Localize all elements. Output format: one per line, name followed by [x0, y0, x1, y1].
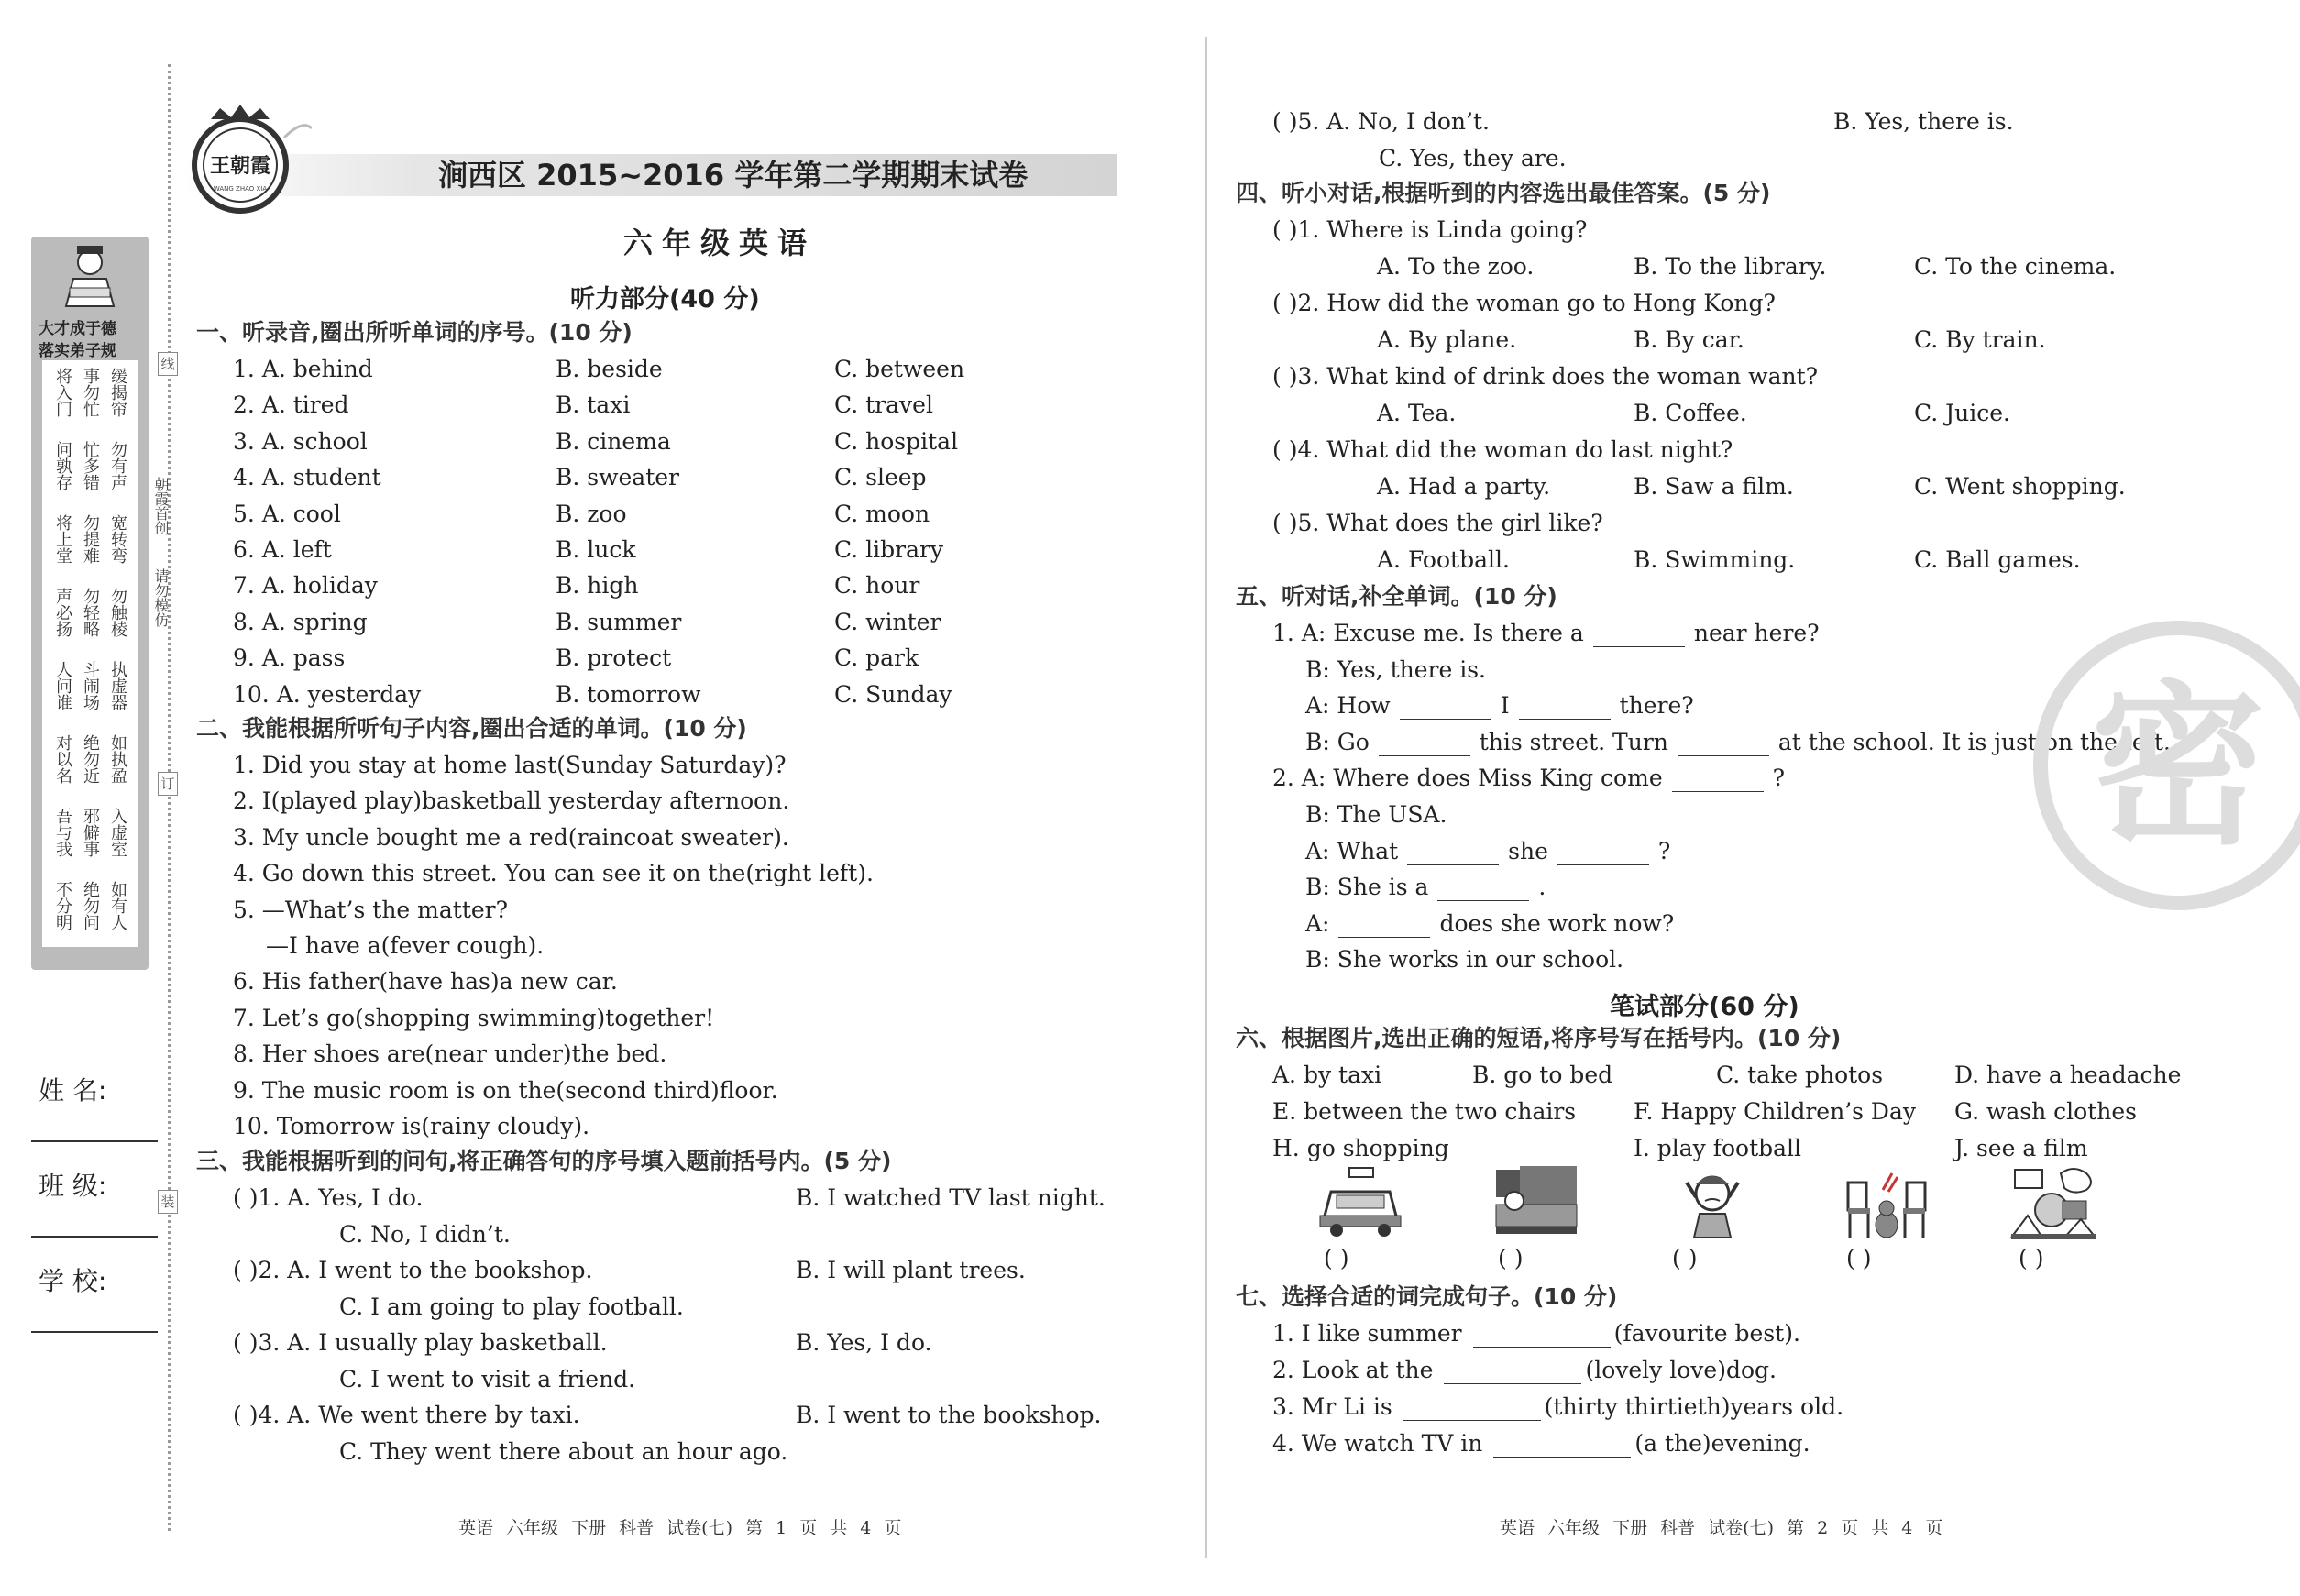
option-c: C. I went to visit a friend. — [339, 1366, 636, 1392]
section-1-title: 一、听录音,圈出所听单词的序号。(10 分) — [196, 319, 633, 346]
answer-row: ( )5. A. No, I don’t. — [1272, 108, 1490, 135]
option-c: C. winter — [834, 608, 941, 635]
binding-mark-staple: 订 — [158, 772, 178, 796]
motto-verse: 邪僻事 — [81, 808, 100, 857]
answer-bracket[interactable]: ( ) — [1498, 1245, 1524, 1271]
binding-note-2: 请勿模仿 — [152, 568, 170, 627]
answer-bracket[interactable]: ( ) — [2019, 1245, 2044, 1271]
binding-mark-line: 线 — [158, 352, 178, 376]
film-picture — [2009, 1164, 2097, 1241]
option-c: C. By train. — [1914, 326, 2046, 353]
sentence-line: —I have a(fever cough). — [266, 932, 545, 959]
answer-bracket[interactable]: ( ) — [1324, 1245, 1349, 1271]
dialogue-text: A: — [1305, 909, 1330, 937]
motto-line-1: 大才成于德 — [39, 320, 116, 338]
motto-verse: 缓揭帘 — [108, 368, 127, 417]
fill-blank[interactable] — [1678, 734, 1769, 756]
answer-row: ( )1. A. Yes, I do. — [233, 1184, 424, 1211]
option-b: B. To the library. — [1634, 253, 1827, 280]
motto-verses — [42, 360, 138, 947]
cat-between-chairs-picture — [1843, 1164, 1931, 1241]
sentence-line: 6. His father(have has)a new car. — [233, 968, 618, 996]
section-4-title: 四、听小对话,根据听到的内容选出最佳答案。(5 分) — [1236, 180, 1771, 206]
footer-page-1: 英语 六年级 下册 科普 试卷(七) 第 1 页 共 4 页 — [458, 1518, 902, 1538]
choice-words: (thirty thirtieth)years old. — [1544, 1393, 1844, 1420]
school-label: 学 校: — [39, 1266, 107, 1296]
option-b: B. beside — [556, 356, 663, 382]
option-b: B. cinema — [556, 427, 671, 455]
option-a: 5. A. cool — [233, 500, 341, 527]
dialogue-text: B: She is a — [1305, 874, 1429, 901]
sentence-line: 2. I(played play)basketball yesterday afternoon. — [233, 787, 790, 815]
option-c: C. Sunday — [834, 680, 952, 708]
phrase-option: D. have a headache — [1954, 1062, 2182, 1088]
option-b: B. Swimming. — [1634, 546, 1796, 573]
option-c: C. between — [834, 356, 965, 382]
option-b: B. I went to the bookshop. — [796, 1402, 1102, 1428]
option-a: 2. A. tired — [233, 391, 349, 419]
dialogue-text: she — [1508, 837, 1548, 864]
dialogue-text: ? — [1657, 837, 1671, 864]
dialogue-line — [1305, 692, 1694, 720]
fill-blank[interactable] — [1473, 1326, 1611, 1348]
fill-blank[interactable] — [1437, 879, 1529, 901]
option-b: B. Saw a film. — [1634, 473, 1794, 500]
phrase-option: E. between the two chairs — [1272, 1098, 1577, 1125]
dialogue-text: this street. Turn — [1479, 728, 1668, 755]
choice-words: (favourite best). — [1613, 1320, 1800, 1347]
bed-picture — [1492, 1164, 1580, 1241]
option-b: B. By car. — [1634, 326, 1744, 353]
name-field[interactable] — [31, 1140, 158, 1142]
question-row: ( )3. What kind of drink does the woman want? — [1272, 363, 1819, 390]
taxi-picture — [1316, 1164, 1404, 1241]
sentence-line — [1272, 1393, 1843, 1421]
motto-verse: 将上堂 — [53, 514, 72, 564]
phrase-option: B. go to bed — [1472, 1062, 1613, 1088]
option-a: 6. A. left — [233, 536, 332, 563]
sentence-line: 3. My uncle bought me a red(raincoat sweater). — [233, 823, 789, 851]
motto-verse: 如执盈 — [108, 734, 127, 784]
option-c: C. hospital — [834, 427, 959, 455]
dialogue-line — [1305, 838, 1670, 865]
motto-verse: 问孰存 — [53, 441, 72, 490]
phrase-option: G. wash clothes — [1954, 1098, 2137, 1125]
option-c: C. I am going to play football. — [339, 1293, 684, 1320]
dialogue-line — [1305, 874, 1546, 901]
option-b: B. taxi — [556, 391, 631, 419]
option-c: C. hour — [834, 572, 920, 600]
answer-bracket[interactable]: ( ) — [1672, 1245, 1698, 1271]
option-b: B. tomorrow — [556, 680, 701, 708]
binding-note-1: 朝霞首创 — [152, 477, 170, 535]
phrase-option: A. by taxi — [1272, 1062, 1382, 1088]
logo-text: 王朝霞 — [209, 154, 271, 178]
fill-blank[interactable] — [1519, 698, 1611, 720]
motto-verse: 斗闹场 — [81, 661, 100, 710]
option-c: C. park — [834, 644, 919, 672]
answer-row: ( )4. A. We went there by taxi. — [233, 1402, 580, 1428]
option-c: C. Ball games. — [1914, 546, 2081, 573]
option-b: B. summer — [556, 608, 682, 635]
motto-verse: 勿提难 — [81, 514, 100, 564]
writing-heading: 笔试部分(60 分) — [1610, 993, 1799, 1021]
motto-verse: 事勿忙 — [81, 368, 100, 417]
option-a: 10. A. yesterday — [233, 680, 422, 708]
option-b: B. I will plant trees. — [796, 1257, 1026, 1283]
dialogue-text: B: She works in our school. — [1305, 946, 1624, 974]
sentence-text: 4. We watch TV in — [1272, 1430, 1483, 1457]
sentence-line: 1. Did you stay at home last(Sunday Saturday)? — [233, 752, 787, 778]
motto-verse: 入虚室 — [108, 808, 127, 857]
dialogue-text: B: Go — [1305, 728, 1370, 755]
option-c: C. They went there about an hour ago. — [339, 1438, 788, 1465]
sentence-line: 8. Her shoes are(near under)the bed. — [233, 1040, 667, 1068]
motto-verse: 宽转弯 — [108, 514, 127, 564]
school-field[interactable] — [31, 1331, 158, 1333]
answer-row: ( )2. A. I went to the bookshop. — [233, 1257, 593, 1283]
fill-blank[interactable] — [1672, 770, 1764, 792]
choice-words: (a the)evening. — [1634, 1430, 1810, 1457]
class-label: 班 级: — [39, 1171, 107, 1201]
binding-mark-bind: 装 — [158, 1190, 178, 1214]
motto-verse: 勿有声 — [108, 441, 127, 490]
sentence-line: 10. Tomorrow is(rainy cloudy). — [233, 1113, 590, 1139]
option-c: C. No, I didn’t. — [339, 1221, 511, 1248]
dialogue-text: I — [1500, 692, 1510, 720]
question-row: ( )4. What did the woman do last night? — [1272, 436, 1733, 463]
phrase-option: J. see a film — [1954, 1135, 2088, 1161]
fill-blank[interactable] — [1379, 734, 1470, 756]
headache-picture — [1668, 1164, 1756, 1241]
answer-bracket[interactable]: ( ) — [1846, 1245, 1872, 1271]
section-7-title: 七、选择合适的词完成句子。(10 分) — [1236, 1283, 1618, 1310]
option-b: B. zoo — [556, 500, 627, 527]
phrase-option: I. play football — [1634, 1135, 1802, 1161]
option-a: A. Football. — [1377, 546, 1510, 573]
scholar-icon — [57, 242, 123, 308]
subject-title: 六年级英语 — [623, 226, 817, 260]
answer-row: ( )3. A. I usually play basketball. — [233, 1329, 608, 1356]
motto-verse: 如有人 — [108, 881, 127, 930]
option-c: C. To the cinema. — [1914, 253, 2117, 280]
sentence-text: 1. I like summer — [1272, 1320, 1462, 1347]
option-b: B. protect — [556, 644, 672, 672]
motto-verse: 对以名 — [53, 734, 72, 784]
sentence-line — [1272, 1357, 1777, 1384]
section-2-title: 二、我能根据所听句子内容,圈出合适的单词。(10 分) — [196, 715, 747, 742]
dialogue-text: 1. A: Excuse me. Is there a — [1272, 620, 1584, 646]
option-c: C. Yes, they are. — [1379, 145, 1567, 171]
confidential-watermark — [2022, 616, 2300, 915]
sentence-line: 9. The music room is on the(second third)floor. — [233, 1076, 778, 1104]
option-a: A. Had a party. — [1377, 473, 1551, 500]
option-a: 9. A. pass — [233, 644, 346, 672]
motto-verse: 将入门 — [53, 368, 72, 417]
option-b: B. sweater — [556, 464, 679, 491]
question-row: ( )5. What does the girl like? — [1272, 510, 1603, 536]
dialogue-line — [1305, 801, 1447, 829]
fill-blank[interactable] — [1407, 843, 1499, 865]
dialogue-text: A: How — [1305, 692, 1391, 720]
dialogue-text: B: Yes, there is. — [1305, 655, 1486, 683]
fill-blank[interactable] — [1593, 625, 1685, 647]
dialogue-line — [1305, 910, 1674, 938]
page-divider — [1205, 37, 1207, 1558]
phrase-option: C. take photos — [1716, 1062, 1884, 1088]
motto-verse: 人问谁 — [53, 661, 72, 710]
dialogue-text: . — [1538, 874, 1546, 901]
dialogue-line — [1305, 656, 1486, 684]
footer-page-2: 英语 六年级 下册 科普 试卷(七) 第 2 页 共 4 页 — [1500, 1518, 1943, 1538]
fill-blank[interactable] — [1493, 1436, 1631, 1458]
option-c: C. library — [834, 536, 944, 563]
brand-logo — [183, 101, 312, 220]
option-b: B. luck — [556, 536, 636, 563]
choice-words: (lovely love)dog. — [1585, 1357, 1777, 1383]
section-3-title: 三、我能根据听到的问句,将正确答句的序号填入题前括号内。(5 分) — [196, 1148, 892, 1174]
fill-blank[interactable] — [1400, 698, 1491, 720]
motto-verse: 执虚器 — [108, 661, 127, 710]
class-field[interactable] — [31, 1236, 158, 1238]
dialogue-line — [1272, 765, 1785, 792]
dialogue-line — [1305, 946, 1623, 974]
fill-blank[interactable] — [1403, 1399, 1541, 1421]
motto-verse: 勿触棱 — [108, 588, 127, 637]
motto-line-2: 落实弟子规 — [39, 342, 116, 360]
option-a: 3. A. school — [233, 427, 368, 455]
sentence-line — [1272, 1430, 1810, 1458]
sentence-line: 4. Go down this street. You can see it on the(right left). — [233, 860, 874, 887]
dialogue-text: at the school. It is just on the left. — [1777, 728, 2171, 755]
dialogue-text: 2. A: Where does Miss King come — [1272, 765, 1663, 792]
sentence-line: 7. Let’s go(shopping swimming)together! — [233, 1004, 715, 1031]
option-b: B. Yes, I do. — [796, 1329, 932, 1356]
motto-verse: 勿轻略 — [81, 588, 100, 637]
dialogue-line — [1272, 620, 1820, 647]
option-c: C. Juice. — [1914, 400, 2010, 426]
option-b: B. high — [556, 572, 639, 600]
motto-verse: 声必扬 — [53, 588, 72, 637]
fill-blank[interactable] — [1557, 843, 1649, 865]
option-a: 7. A. holiday — [233, 572, 378, 600]
dialogue-text: does she work now? — [1439, 909, 1675, 937]
name-label: 姓 名: — [39, 1075, 107, 1106]
sentence-line — [1272, 1320, 1800, 1348]
motto-verse: 忙多错 — [81, 441, 100, 490]
sentence-line: 5. —What’s the matter? — [233, 896, 509, 923]
question-row: ( )1. Where is Linda going? — [1272, 216, 1588, 243]
exam-title: 涧西区 2015~2016 学年第二学期期末试卷 — [438, 158, 1029, 193]
option-a: 8. A. spring — [233, 608, 368, 635]
watermark-char: 密 — [2090, 666, 2266, 868]
option-c: C. travel — [834, 391, 933, 419]
option-a: A. To the zoo. — [1377, 253, 1535, 280]
question-row: ( )2. How did the woman go to Hong Kong? — [1272, 290, 1776, 316]
option-a: 4. A. student — [233, 464, 381, 491]
option-c: C. Went shopping. — [1914, 473, 2126, 500]
fill-blank[interactable] — [1338, 916, 1430, 938]
phrase-option: F. Happy Children’s Day — [1634, 1098, 1916, 1125]
option-a: A. Tea. — [1377, 400, 1457, 426]
motto-verse: 吾与我 — [53, 808, 72, 857]
motto-verse: 绝勿问 — [81, 881, 100, 930]
dialogue-text: A: What — [1305, 837, 1399, 864]
dialogue-text: B: The USA. — [1305, 801, 1447, 828]
motto-verse: 不分明 — [53, 881, 72, 930]
fill-blank[interactable] — [1444, 1362, 1581, 1384]
dialogue-text: there? — [1619, 692, 1694, 720]
option-c: C. moon — [834, 500, 930, 527]
binding-line — [168, 64, 171, 1531]
section-6-title: 六、根据图片,选出正确的短语,将序号写在括号内。(10 分) — [1236, 1025, 1842, 1051]
phrase-option: H. go shopping — [1272, 1135, 1449, 1161]
option-a: 1. A. behind — [233, 356, 373, 382]
motto-panel — [31, 237, 149, 970]
section-5-title: 五、听对话,补全单词。(10 分) — [1236, 583, 1557, 610]
option-b: B. I watched TV last night. — [796, 1184, 1106, 1211]
logo-subtext: WANG ZHAO XIA — [213, 185, 268, 193]
motto-verse: 绝勿近 — [81, 734, 100, 784]
sentence-text: 3. Mr Li is — [1272, 1393, 1392, 1420]
option-a: A. By plane. — [1377, 326, 1517, 353]
dialogue-text: near here? — [1693, 620, 1820, 646]
sentence-text: 2. Look at the — [1272, 1357, 1434, 1383]
dialogue-text: ? — [1772, 765, 1786, 792]
option-c: C. sleep — [834, 464, 927, 491]
option-b: B. Yes, there is. — [1833, 108, 2014, 135]
option-b: B. Coffee. — [1634, 400, 1747, 426]
listening-heading: 听力部分(40 分) — [570, 285, 760, 314]
